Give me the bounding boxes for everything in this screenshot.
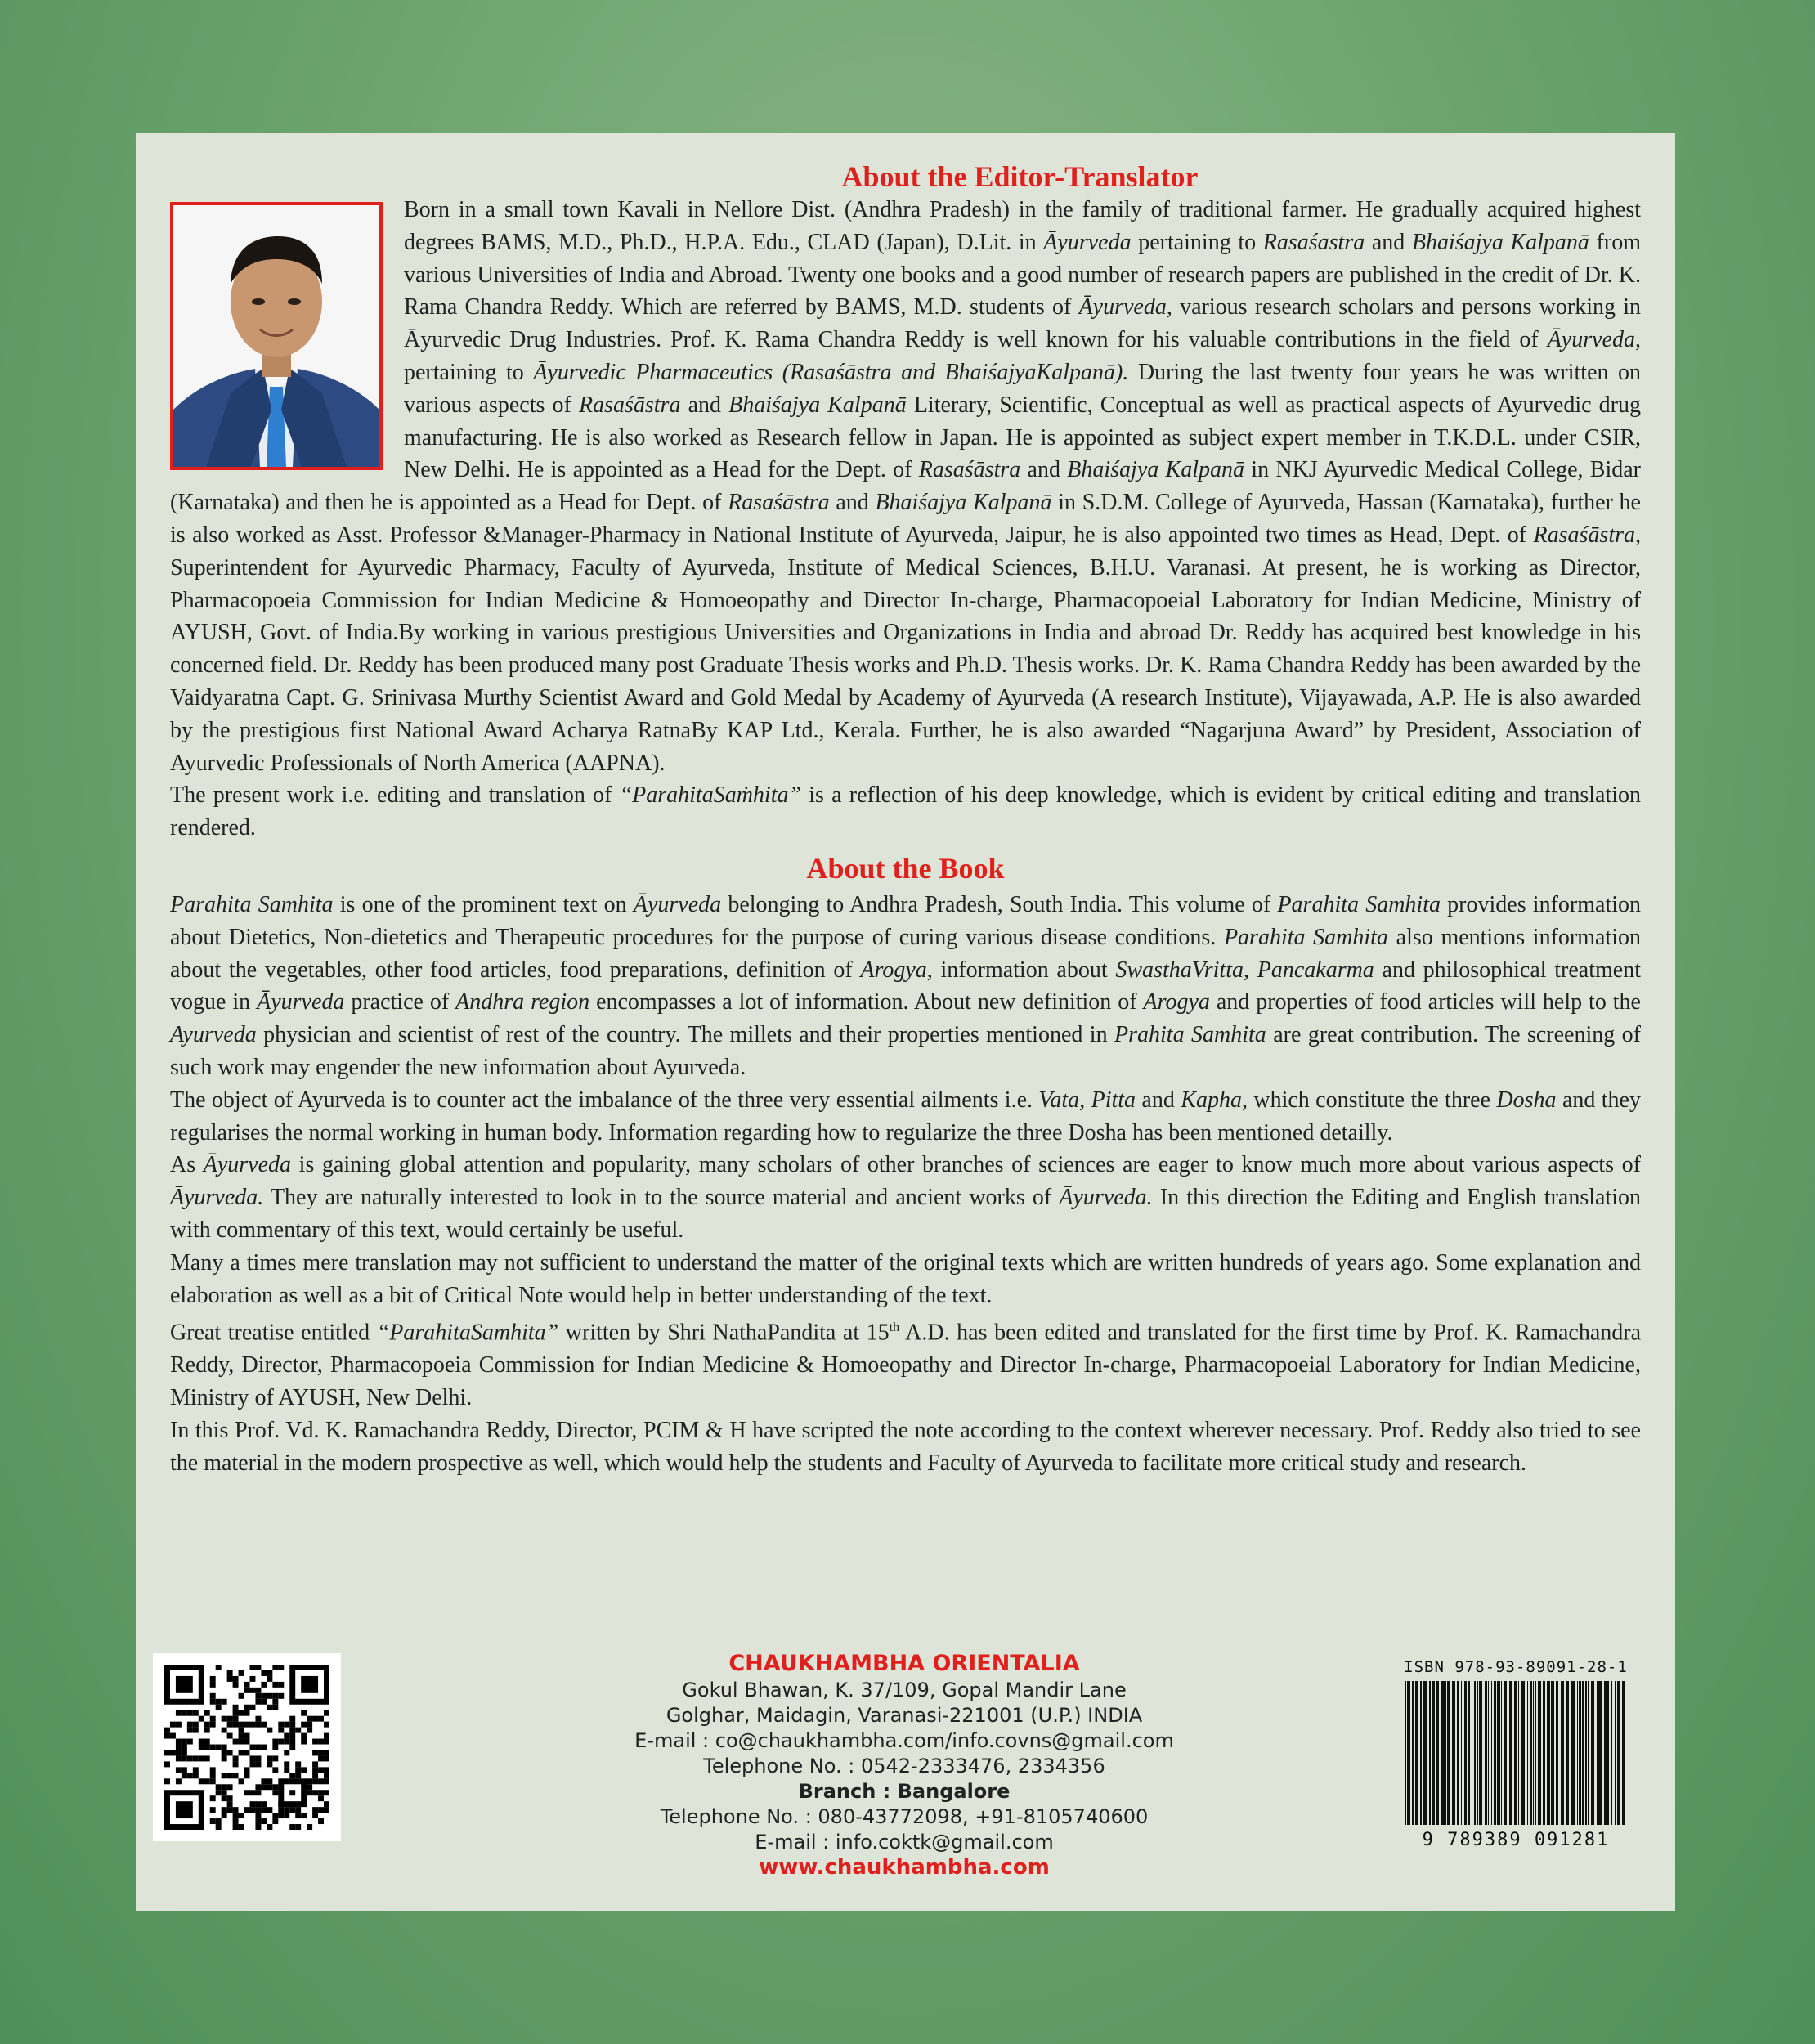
book-text-segment: Arogya [860, 957, 927, 983]
barcode-digits: 9 789389 091281 [1422, 1830, 1610, 1850]
book-text-segment: “ParahitaSamhita” [376, 1320, 559, 1346]
book-text-segment: A.D. has been edited and translated for the first time by Prof. K. Ramachandra Reddy, Director, Pharmacopoeia Commission for Indian Medicine & Homoeopathy and Director In-charge, Pharmacopoeial Laboratory for Indian Medicine, Ministry of AYUSH, New Delhi. [170, 1320, 1642, 1411]
book-text-segment: In this Prof. Vd. K. Ramachandra Reddy, Director, PCIM & H have scripted the note according to the context wherever necessary. Prof. Reddy also tried to see the material in the modern prospective as well, which would help the students and Faculty of Ayurveda to facilitate more critical study and research. [170, 1418, 1641, 1476]
editor-paragraph [170, 779, 1641, 845]
book-text-segment: Andhra region [455, 989, 590, 1015]
publisher-name: CHAUKHAMBHA ORIENTALIA [728, 1651, 1080, 1676]
book-text-segment: SwasthaVritta [1115, 957, 1244, 983]
book-text-segment: Pancakarma [1257, 957, 1374, 983]
book-text-segment: Parahita Samhita [1277, 891, 1441, 917]
editor-paragraph [170, 194, 1641, 779]
book-text-segment: , which constitute the three [1241, 1087, 1497, 1113]
editor-text-segment: Born in a small town Kavali in Nellore Dist. (Andhra Pradesh) in the family of traditional farmer. He gradually acquired highest degrees BAMS, M.D., Ph.D., H.P.A. Edu., CLAD (Japan), D.Lit. in [404, 197, 1641, 255]
editor-text-segment: Rasaśāstra [1533, 522, 1635, 548]
book-text-segment: written by Shri NathaPandita at 15 [558, 1320, 890, 1346]
editor-section-heading: About the Editor-Translator [841, 160, 1199, 193]
editor-text-segment: Rasaśāstra [578, 392, 681, 418]
publisher-branch: Branch : Bangalore [798, 1780, 1011, 1803]
back-cover-panel [136, 133, 1675, 1911]
book-text-segment: Āyurveda [633, 891, 722, 917]
branch-email: E-mail : info.coktk@gmail.com [755, 1831, 1054, 1853]
editor-text-segment: Rasaśāstra [918, 457, 1021, 483]
editor-text-segment: is a reflection of his deep knowledge, which is evident by critical editing and translation rendered. [170, 782, 1641, 841]
book-paragraph [170, 1084, 1641, 1150]
editor-text-segment: and [1020, 457, 1068, 483]
book-text-segment: also mentions information about the vegetables, other food articles, food preparations, definition of [170, 924, 1641, 983]
book-text-segment: Many a times mere translation may not sufficient to understand the matter of the original texts which are written hundreds of years ago. Some explanation and elaboration as well as a bit of Critical Note would help in better understanding of the text. [170, 1249, 1641, 1308]
qr-code-graphic [164, 1665, 329, 1830]
book-section-heading: About the Book [806, 851, 1005, 885]
book-text-segment: and [1136, 1087, 1181, 1113]
book-text-segment: Kapha [1181, 1087, 1242, 1113]
book-text-segment: belonging to Andhra Pradesh, South India. This volume of [721, 891, 1278, 917]
book-section-body [170, 889, 1641, 1480]
publisher-info [561, 1650, 1248, 1880]
book-text-segment: As [170, 1152, 204, 1178]
book-text-segment: provides information about Dietetics, Non-dietetics and Therapeutic procedures for the purpose of curing various disease conditions. [170, 891, 1642, 950]
book-text-segment: are great contribution. The screening of such work may engender the new information about Ayurveda. [170, 1022, 1642, 1080]
editor-text-segment: Āyurvedic Pharmaceutics (Rasaśāstra and BhaiśajyaKalpanā). [533, 359, 1129, 385]
editor-text-segment: Bhaiśajya Kalpanā [875, 490, 1052, 516]
book-text-segment: Arogya [1143, 989, 1210, 1015]
book-text-segment: and philosophical treatment vogue in [170, 957, 1642, 1015]
publisher-website: www.chaukhambha.com [759, 1855, 1050, 1880]
branch-telephone: Telephone No. : 080-43772098, +91-8105740600 [660, 1805, 1149, 1828]
book-text-segment: physician and scientist of rest of the country. The millets and their properties mentioned in [256, 1022, 1115, 1048]
editor-text-segment: Literary, Scientific, Conceptual as well as practical aspects of Ayurvedic drug manufacturing. He is also worked as Research fellow in Japan. He is appointed as subject expert member in T.K.D.L. under CSIR, New Delhi. He is appointed as a Head for the Dept. of [404, 392, 1641, 483]
book-paragraph [170, 1311, 1641, 1414]
book-text-segment: Parahita Samhita [1223, 924, 1388, 950]
book-text-segment: Vata, Pitta [1038, 1087, 1136, 1113]
publisher-email: E-mail : co@chaukhambha.com/info.covns@gmail.com [634, 1729, 1174, 1752]
editor-text-segment: in NKJ Ayurvedic Medical College, Bidar (Karnataka) and then he is appointed as a Head for Dept. of [170, 457, 1641, 516]
book-paragraph [170, 889, 1641, 1084]
editor-portrait-photo [170, 202, 383, 470]
book-text-segment: and properties of food articles will help to the [1209, 989, 1641, 1015]
book-text-segment: is gaining global attention and popularity, many scholars of other branches of sciences are eager to know much more about various aspects of [291, 1152, 1641, 1178]
book-paragraph [170, 1414, 1641, 1480]
book-text-segment: Great treatise entitled [170, 1320, 377, 1346]
book-text-segment: Āyurveda. [170, 1185, 264, 1211]
editor-text-segment: and [829, 490, 876, 516]
editor-text-segment: in S.D.M. College of Ayurveda, Hassan (Karnataka), further he is also worked as Asst. Professor &Manager-Pharmacy in National Institute of Ayurveda, Jaipur, he is also appointed two times as Head, Dept. of [170, 490, 1641, 548]
editor-text-segment: Āyurveda [1043, 229, 1132, 255]
book-text-segment: They are naturally interested to look in to the source material and ancient works of [263, 1185, 1060, 1211]
book-text-segment: Prahita Samhita [1114, 1022, 1266, 1048]
editor-text-segment: Āyurveda [1078, 294, 1167, 320]
editor-text-segment: and [680, 392, 729, 418]
book-text-segment: Āyurveda. [1059, 1185, 1153, 1211]
publisher-address-line-1: Gokul Bhawan, K. 37/109, Gopal Mandir Lane [682, 1679, 1127, 1701]
editor-text-segment: pertaining to [1131, 229, 1263, 255]
book-text-segment: practice of [344, 989, 456, 1015]
book-text-segment: , [1244, 957, 1257, 983]
barcode-graphic [1393, 1681, 1638, 1828]
editor-text-segment: , various research scholars and persons working in Āyurvedic Drug Industries. Prof. K. Rama Chandra Reddy is well known for his valuable contributions in the field of [404, 294, 1641, 353]
isbn-label: ISBN 978-93-89091-28-1 [1404, 1658, 1628, 1676]
book-text-segment: th [889, 1320, 900, 1335]
book-text-segment: encompasses a lot of information. About new definition of [589, 989, 1144, 1015]
book-text-segment: is one of the prominent text on [333, 891, 634, 917]
editor-text-segment: Rasaśāstra [728, 490, 830, 516]
isbn-barcode [1393, 1658, 1638, 1854]
book-text-segment: Dosha [1496, 1087, 1557, 1113]
book-text-segment: Āyurveda [257, 989, 345, 1015]
qr-code [153, 1653, 341, 1841]
publisher-address-line-2: Golghar, Maidagin, Varanasi-221001 (U.P.) INDIA [666, 1704, 1143, 1727]
publisher-telephone: Telephone No. : 0542-2333476, 2334356 [703, 1755, 1105, 1777]
editor-text-segment: Rasaśastra [1262, 229, 1365, 255]
book-text-segment: , information about [926, 957, 1116, 983]
book-text-segment: The object of Ayurveda is to counter act the imbalance of the three very essential ailments i.e. [170, 1087, 1039, 1113]
editor-text-segment: Bhaiśajya Kalpanā [1067, 457, 1245, 483]
editor-section-body [170, 194, 1641, 845]
editor-text-segment: The present work i.e. editing and translation of [170, 782, 620, 809]
book-paragraph [170, 1247, 1641, 1312]
editor-text-segment: Bhaiśajya Kalpanā [728, 392, 907, 418]
book-text-segment: Ayurveda [170, 1022, 257, 1048]
book-text-segment: In this direction the Editing and English translation with commentary of this text, would certainly be useful. [170, 1185, 1641, 1243]
editor-text-segment: from various Universities of India and Abroad. Twenty one books and a good number of research papers are published in the credit of Dr. K. Rama Chandra Reddy. Which are referred by BAMS, M.D. students of [404, 229, 1641, 320]
editor-text-segment: During the last twenty four years he was written on various aspects of [404, 359, 1642, 418]
editor-text-segment: “ParahitaSaṁhita” [619, 782, 802, 809]
portrait-illustration [173, 205, 379, 467]
book-text-segment: and they regularises the normal working in human body. Information regarding how to regularize the three Dosha has been mentioned detailly. [170, 1087, 1641, 1145]
editor-text-segment: Āyurveda [1547, 327, 1635, 353]
book-text-segment: Āyurveda [203, 1152, 292, 1178]
editor-text-segment: and [1365, 229, 1412, 255]
book-paragraph [170, 1149, 1641, 1246]
book-text-segment: Parahita Samhita [170, 891, 334, 917]
editor-text-segment: Bhaiśajya Kalpanā [1411, 229, 1589, 255]
editor-text-segment: , Superintendent for Ayurvedic Pharmacy, Faculty of Ayurveda, Institute of Medical Sciences, B.H.U. Varanasi. At present, he is working as Director, Pharmacopoeia Commission for Indian Medicine & Homoeopathy and Director In-charge, Pharmacopoeial Laboratory for Indian Medicine, Ministry of AYUSH, Govt. of India.By working in various prestigious Universities and Organizations in India and abroad Dr. Reddy has acquired best knowledge in his concerned field. Dr. Reddy has been produced many post Graduate Thesis works and Ph.D. Thesis works. Dr. K. Rama Chandra Reddy has been awarded by the Vaidyaratna Capt. G. Srinivasa Murthy Scientist Award and Gold Medal by Academy of Ayurveda (A research Institute), Vijayawada, A.P. He is also awarded by the prestigious first National Award Acharya RatnaBy KAP Ltd., Kerala. Further, he is also awarded “Nagarjuna Award” by President, Association of Ayurvedic Professionals of North America (AAPNA). [170, 522, 1641, 776]
cover-footer [136, 1650, 1675, 1895]
editor-text-segment: , pertaining to [404, 327, 1641, 385]
